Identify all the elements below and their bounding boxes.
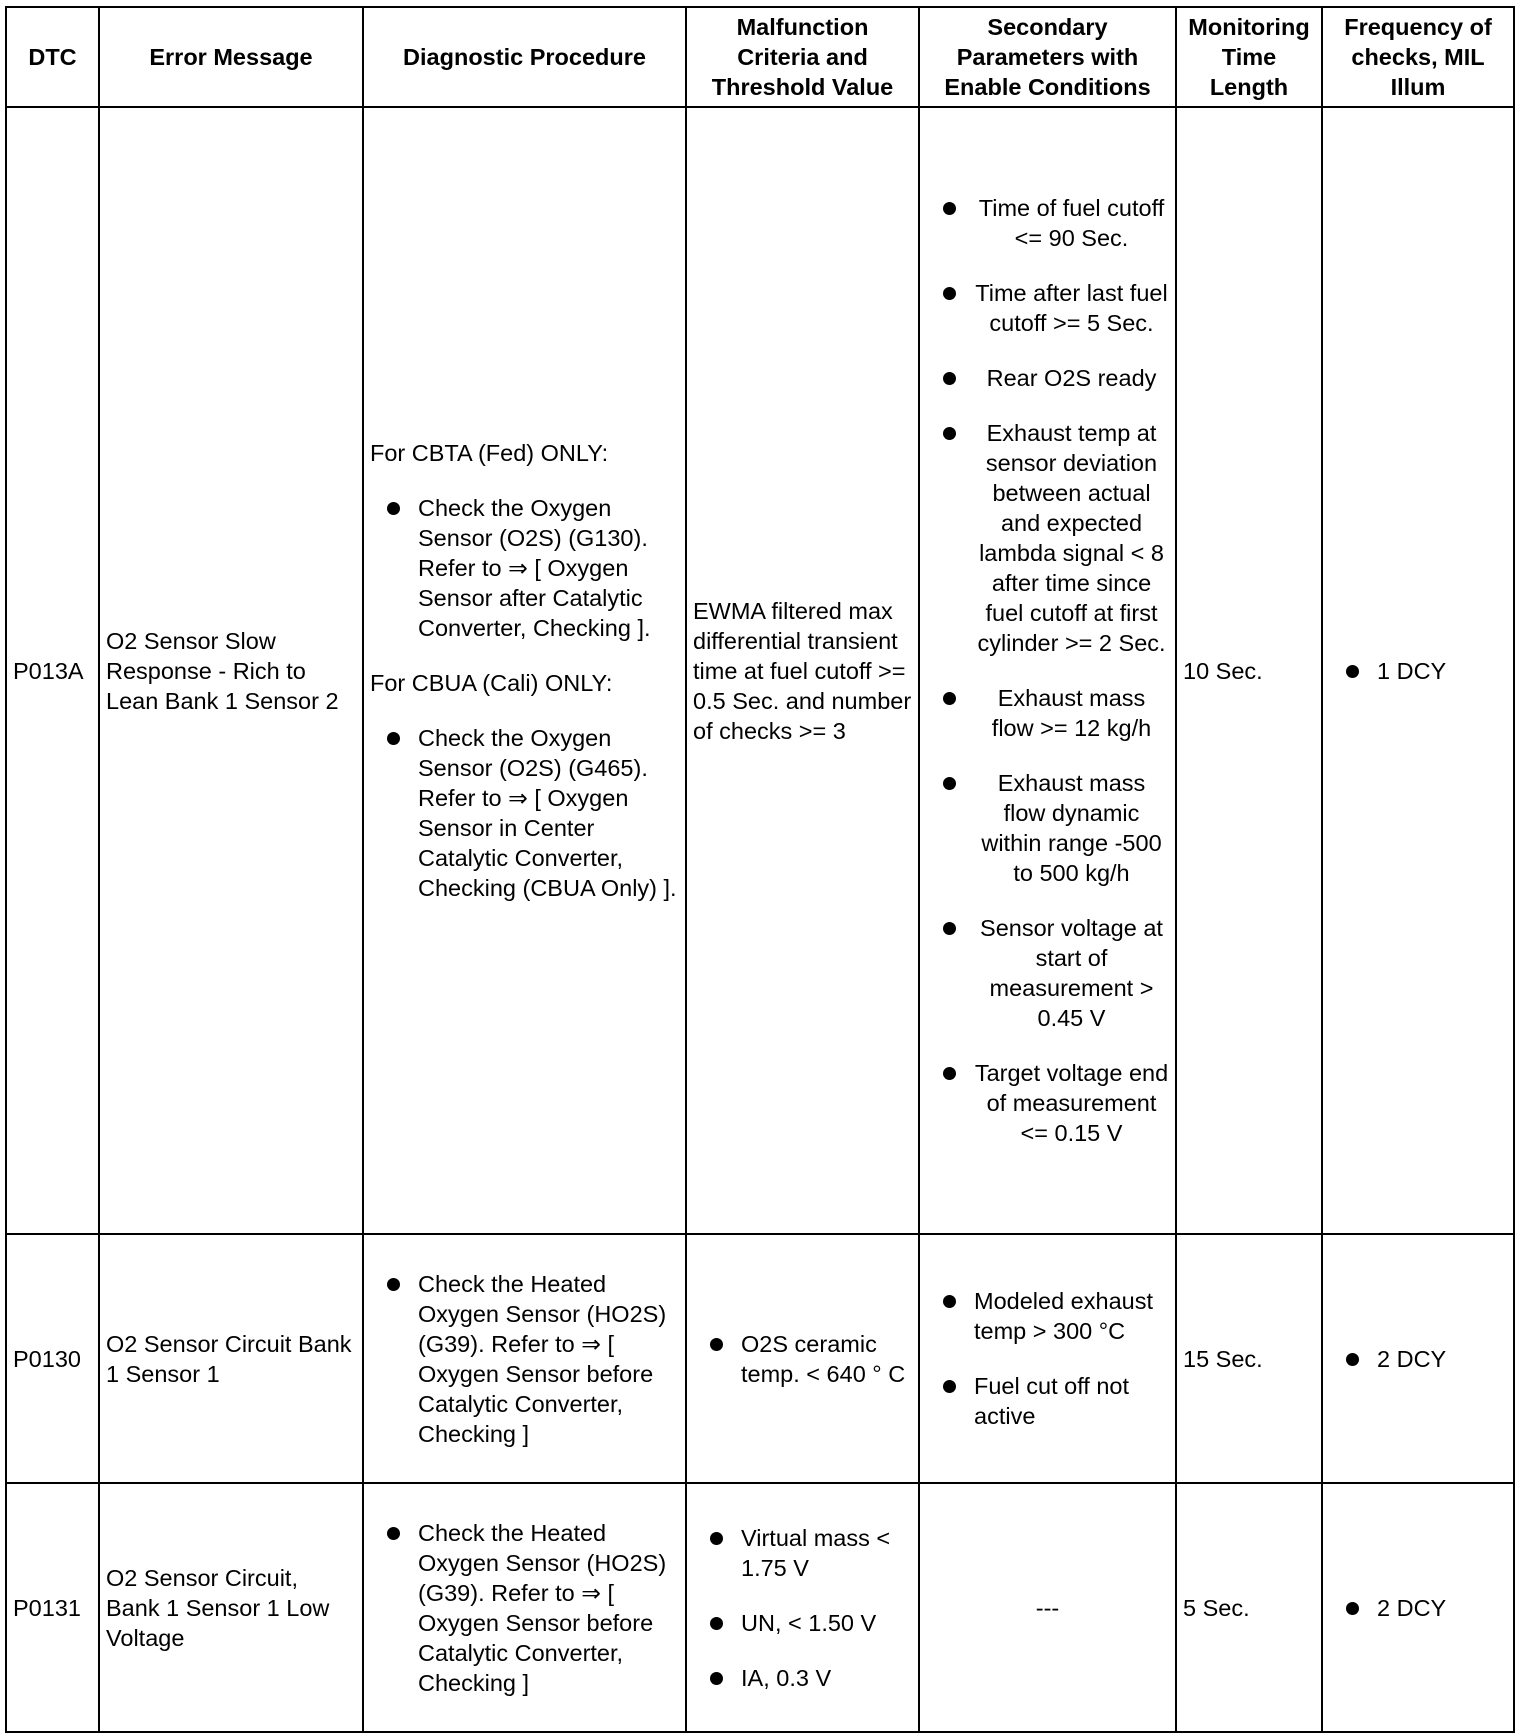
secondary-item: Fuel cut off not active [926,1371,1169,1431]
table-row [6,1483,1514,1732]
frequency-item: 2 DCY [1329,1344,1507,1374]
secondary-item: Sensor voltage at start of measurement > 0.45 V [926,913,1169,1033]
secondary-item: Exhaust temp at sensor deviation between actual and expected lambda signal < 8 after time since fuel cutoff at first cylinder >= 2 Sec. [926,418,1169,658]
dtc-table [5,6,1515,1733]
procedure-item: Check the Oxygen Sensor (O2S) (G465). Refer to ⇒ [ Oxygen Sensor in Center Catalytic Converter, Checking (CBUA Only) ]. [370,723,679,903]
dtc-code: P0131 [6,1483,99,1732]
secondary-item: Exhaust mass flow >= 12 kg/h [926,683,1169,743]
header-monitoring-time: Monitoring Time Length [1176,7,1322,107]
dtc-code: P013A [6,107,99,1234]
secondary-parameters: --- [919,1483,1176,1732]
procedure-item: Check the Heated Oxygen Sensor (HO2S) (G39). Refer to ⇒ [ Oxygen Sensor before Catalytic Converter, Checking ] [370,1518,679,1698]
header-row [6,7,1514,107]
secondary-item: Time after last fuel cutoff >= 5 Sec. [926,278,1169,338]
secondary-item: Time of fuel cutoff <= 90 Sec. [926,193,1169,253]
secondary-item: Exhaust mass flow dynamic within range -500 to 500 kg/h [926,768,1169,888]
error-message: O2 Sensor Circuit, Bank 1 Sensor 1 Low Voltage [99,1483,363,1732]
procedure-list [370,1518,679,1698]
malfunction-item: O2S ceramic temp. < 640 ° C [693,1329,912,1389]
procedure-item: Check the Oxygen Sensor (O2S) (G130). Refer to ⇒ [ Oxygen Sensor after Catalytic Converter, Checking ]. [370,493,679,643]
header-error-message: Error Message [99,7,363,107]
malfunction-item: Virtual mass < 1.75 V [693,1523,912,1583]
malfunction-criteria [686,1234,919,1483]
secondary-item: Target voltage end of measurement <= 0.15 V [926,1058,1169,1148]
table-row [6,1234,1514,1483]
secondary-list [926,1286,1169,1431]
secondary-item: Modeled exhaust temp > 300 °C [926,1286,1169,1346]
malfunction-list [693,1329,912,1389]
secondary-list [926,193,1169,1148]
table-row [6,107,1514,1234]
frequency [1322,1483,1514,1732]
monitoring-time: 10 Sec. [1176,107,1322,1234]
header-secondary-parameters: Secondary Parameters with Enable Conditions [919,7,1176,107]
header-malfunction-criteria: Malfunction Criteria and Threshold Value [686,7,919,107]
procedure-item: Check the Heated Oxygen Sensor (HO2S) (G39). Refer to ⇒ [ Oxygen Sensor before Catalytic Converter, Checking ] [370,1269,679,1449]
procedure-heading-cbta: For CBTA (Fed) ONLY: [370,440,609,466]
frequency-item: 2 DCY [1329,1593,1507,1623]
malfunction-criteria [686,1483,919,1732]
frequency-list [1329,1593,1507,1623]
header-diagnostic-procedure: Diagnostic Procedure [363,7,686,107]
malfunction-item: UN, < 1.50 V [693,1608,912,1638]
diagnostic-procedure [363,1234,686,1483]
frequency [1322,1234,1514,1483]
diagnostic-procedure [363,1483,686,1732]
dtc-code: P0130 [6,1234,99,1483]
secondary-parameters [919,1234,1176,1483]
monitoring-time: 15 Sec. [1176,1234,1322,1483]
secondary-parameters [919,107,1176,1234]
error-message: O2 Sensor Circuit Bank 1 Sensor 1 [99,1234,363,1483]
procedure-list-cbta [370,493,679,643]
frequency-list [1329,1344,1507,1374]
frequency [1322,107,1514,1234]
monitoring-time: 5 Sec. [1176,1483,1322,1732]
secondary-item: Rear O2S ready [926,363,1169,393]
procedure-heading-cbua: For CBUA (Cali) ONLY: [370,670,613,696]
procedure-list-cbua [370,723,679,903]
header-frequency: Frequency of checks, MIL Illum [1322,7,1514,107]
frequency-list [1329,656,1507,686]
error-message: O2 Sensor Slow Response - Rich to Lean Bank 1 Sensor 2 [99,107,363,1234]
procedure-list [370,1269,679,1449]
malfunction-criteria: EWMA filtered max differential transient time at fuel cutoff >= 0.5 Sec. and number of checks >= 3 [686,107,919,1234]
header-dtc: DTC [6,7,99,107]
diagnostic-procedure [363,107,686,1234]
frequency-item: 1 DCY [1329,656,1507,686]
malfunction-item: IA, 0.3 V [693,1663,912,1693]
malfunction-list [693,1523,912,1693]
